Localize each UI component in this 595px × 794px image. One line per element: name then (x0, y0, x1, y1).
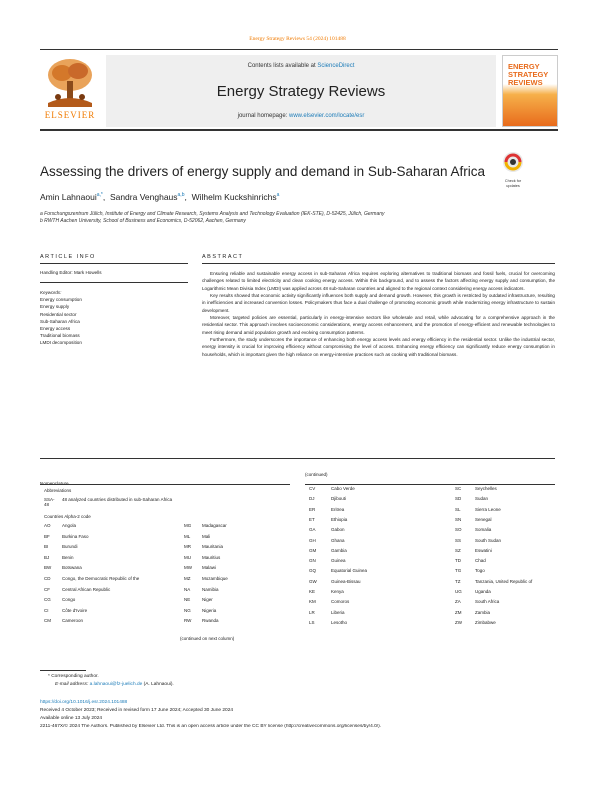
homepage-link[interactable]: www.elsevier.com/locate/esr (289, 113, 365, 119)
country-name: Chad (475, 558, 486, 564)
cover-title-line-3: REVIEWS (508, 78, 543, 87)
country-code: GA (309, 527, 316, 533)
header-top-rule (40, 49, 558, 50)
country-name: Angola (62, 523, 77, 528)
author-name[interactable]: Amin Lahnaoui (40, 192, 97, 202)
country-name: Lesotho (331, 619, 348, 625)
homepage-prefix: journal homepage: (237, 113, 288, 119)
country-name: Namibia (202, 586, 219, 592)
country-name: Guinea-Bissau (331, 578, 361, 584)
email-suffix: (A. Lahnaoui). (143, 682, 174, 687)
country-code: TZ (455, 578, 461, 584)
country-code: KE (309, 589, 316, 594)
journal-name: Energy Strategy Reviews (216, 83, 386, 100)
keyword-item: LMDI decomposition (40, 340, 82, 346)
journal-cover-image[interactable] (502, 55, 558, 127)
abstract-paragraph: Moreover, targeted policies are essential, particularly in energy-intensive sectors like wholesale and retail, while advocating for a comprehensive approach in the residential sector. This approach involves socioeconomic considerations, energy access enhancement, and the promotion of energy-efficient and renewable technologies to meet rising demand amid population growth and evolving consumption patterns. (202, 315, 555, 335)
contents-line (106, 63, 496, 69)
continued-next-label: (continued on next column) (180, 636, 235, 641)
continued-label: (continued) (305, 472, 328, 477)
country-code: TD (455, 558, 461, 564)
country-code: GH (309, 537, 316, 543)
author-name[interactable]: Wilhelm Kuckshinrichs (191, 192, 277, 202)
abstract-paragraph: Furthermore, the study underscores the importance of enhancing both energy access levels and energy efficiency in the residential sector. Unlike the industrial sector, energy intensity is crucial for improving efficiency without compromising the level of access. Enhancing energy efficiency can significantly reduce energy consumption in households, which is important given the high reliance on energy-intensive practices such as cooking with traditional biomass. (202, 337, 555, 357)
check-label-1: Check for (504, 179, 522, 183)
abbrev-label: Abbreviations (44, 488, 72, 493)
author-affiliation-mark[interactable]: a (276, 192, 280, 199)
country-code: LR (309, 609, 315, 615)
affiliation-a: a Forschungszentrum Jülich, Institute of Energy and Climate Research, Systems Analysis and Technology Evaluation (IEK-STE), D-52425, Jülich, Germany (40, 211, 385, 217)
country-name: Burundi (62, 544, 78, 550)
country-code: CV (309, 486, 316, 491)
country-code: MW (184, 565, 192, 571)
country-name: Mali (202, 533, 211, 539)
check-for-updates-badge[interactable] (497, 150, 529, 188)
country-name: Burkina Faso (62, 533, 89, 539)
publisher-name: ELSEVIER (44, 110, 96, 120)
keyword-item: Sub-Saharan Africa (40, 318, 80, 324)
elsevier-logo[interactable] (40, 55, 100, 127)
country-code: GN (309, 558, 316, 564)
country-code: SL (455, 506, 461, 512)
country-code: SO (455, 527, 462, 533)
email-prefix: E-mail address: (55, 682, 89, 687)
country-code: ZW (455, 619, 462, 625)
doi-link[interactable]: https://doi.org/10.1016/j.esr.2024.101488 (40, 700, 128, 705)
abstract-paragraph: Ensuring reliable and sustainable energy access in sub-Saharan Africa requires exploring alternatives to traditional biomass and fossil fuels, crucial for overcoming challenges related to limited electricity and clean cooking energy access. Within this background, and to assess the factors affecting energy supply and consumption, the Logarithmic Mean Divisia Index (LMDI) was applied across 48 sub-Saharan countries and aligned to the regional context considering energy access indicators. (202, 271, 555, 291)
country-code: DJ (309, 496, 315, 502)
abstract-body (202, 270, 555, 358)
country-name: Liberia (331, 609, 345, 615)
nomenclature-right-top-rule (305, 484, 555, 485)
author-affiliation-mark[interactable]: a,b (177, 192, 185, 199)
country-name: Djibouti (331, 496, 347, 502)
country-name: Madagascar (202, 523, 227, 528)
keyword-item: Traditional biomass (40, 333, 80, 339)
country-name: South Sudan (475, 537, 502, 543)
sciencedirect-link[interactable]: ScienceDirect (317, 63, 355, 69)
country-name: Guinea (331, 558, 346, 564)
country-code: ET (309, 516, 315, 522)
nomenclature-heading-text: Nomenclature (40, 481, 69, 486)
country-code: SC (455, 486, 462, 491)
country-code: KM (309, 599, 316, 605)
country-code: ZM (455, 609, 462, 615)
article-info-heading: ARTICLE INFO (40, 254, 96, 260)
author-list: Amin Lahnaoui$^{a,*}$, Sandra Venghaus$^{a,b}$, Wilhelm Kuckshinrichs$^a$ (40, 192, 280, 202)
cover-title (508, 63, 548, 87)
country-code: MG (184, 523, 192, 528)
affiliation-b: b RWTH Aachen University, School of Business and Economics, D-52062, Aachen, Germany (40, 218, 246, 224)
country-name: Malawi (202, 565, 217, 571)
country-name: Equatorial Guinea (331, 568, 368, 574)
country-code: ZA (455, 599, 461, 605)
received-dates: Received 4 October 2023; Received in revised form 17 June 2024; Accepted 30 June 2024 (40, 708, 234, 713)
handling-editor: Handling Editor: Mark Howells (40, 270, 102, 275)
country-code: CF (44, 586, 50, 592)
abbrev-code: SSA-48 (44, 497, 55, 507)
country-name: Ghana (331, 537, 345, 543)
country-name: Sierra Leone (475, 506, 501, 512)
country-code: SZ (455, 547, 461, 553)
country-name: Uganda (475, 589, 491, 594)
country-code: GM (309, 547, 317, 553)
header-bottom-rule (40, 129, 558, 131)
country-name: Mozambique (202, 576, 228, 581)
nomenclature-right-table (305, 486, 555, 636)
country-code: MZ (184, 576, 191, 581)
country-code: BI (44, 544, 49, 550)
corresponding-author-note: * Corresponding author. (48, 674, 99, 679)
country-code: LS (309, 619, 315, 625)
country-code: TG (455, 568, 462, 574)
footnote-rule (40, 670, 86, 671)
country-code: CM (44, 618, 51, 624)
license-line: 2211-467X/© 2024 The Authors. Published by Elsevier Ltd. This is an open access article under the CC BY license (http://creativecommons.org/licenses/by/4.0/). (40, 724, 382, 729)
country-code: BW (44, 565, 52, 571)
check-label-2: updates (506, 183, 520, 188)
country-name: Eswatini (475, 547, 492, 553)
article-info-rule (40, 263, 188, 264)
article-title: Assessing the drivers of energy supply and demand in Sub-Saharan Africa (40, 164, 486, 179)
country-code: NE (184, 597, 191, 603)
country-name: Togo (475, 568, 485, 574)
country-code: NA (184, 586, 191, 592)
keywords-label: Keywords: (40, 290, 62, 295)
country-code: NG (184, 607, 191, 613)
abbrev-desc: 48 analyzed countries distributed in sub-Saharan Africa (62, 497, 173, 502)
author-name[interactable]: Sandra Venghaus (109, 192, 178, 202)
country-code: RW (184, 618, 192, 624)
keywords-rule (40, 282, 188, 283)
country-name: Nigeria (202, 607, 217, 613)
journal-reference[interactable]: Energy Strategy Reviews 54 (2024) 101488 (249, 36, 346, 42)
country-name: Central African Republic (62, 586, 111, 592)
country-code: MR (184, 544, 191, 550)
cover-title-line-2: STRATEGY (508, 70, 549, 79)
email-link[interactable]: a.lahnaoui@fz-juelich.de (89, 682, 143, 687)
country-code: ML (184, 533, 191, 539)
email-line (55, 682, 174, 687)
country-code: ER (309, 506, 316, 512)
keyword-item: Residential sector (40, 311, 77, 317)
country-name: Somalia (475, 527, 492, 533)
country-name: Rwanda (202, 618, 219, 624)
country-name: South Africa (475, 599, 500, 605)
country-name: Senegal (475, 516, 492, 522)
country-name: Côte d'Ivoire (62, 607, 88, 613)
country-name: Sudan (475, 496, 489, 502)
country-name: Cabo Verde (331, 486, 355, 491)
country-code: AO (44, 523, 51, 528)
country-name: Seychelles (475, 486, 497, 491)
country-name: Ethiopia (331, 516, 348, 522)
country-code: CI (44, 607, 49, 613)
country-code: SD (455, 496, 462, 502)
country-code: SN (455, 516, 462, 522)
abstract-rule (202, 263, 555, 264)
keyword-item: Energy access (40, 326, 71, 332)
country-code: MU (184, 554, 191, 560)
country-name: Kenya (331, 589, 344, 594)
abstract-heading: ABSTRACT (202, 254, 244, 260)
abstract-bottom-rule (40, 458, 555, 459)
nomenclature-top-rule (40, 484, 290, 485)
country-name: Botswana (62, 565, 82, 571)
available-online: Available online 13 July 2024 (40, 716, 103, 721)
country-name: Comoros (331, 599, 350, 605)
country-name: Congo (62, 597, 76, 603)
country-code: UG (455, 589, 462, 594)
country-name: Tanzania, United Republic of (475, 578, 533, 584)
keywords-block (40, 289, 82, 347)
country-name: Cameroon (62, 618, 84, 624)
country-code: GQ (309, 568, 317, 574)
country-code: SS (455, 537, 462, 543)
homepage-line (106, 113, 496, 119)
nomenclature-left-table (40, 488, 290, 648)
country-code: BF (44, 533, 50, 539)
keyword-item: Energy consumption (40, 297, 82, 303)
country-code: BJ (44, 554, 50, 560)
country-name: Gambia (331, 547, 347, 553)
elsevier-tree-icon (44, 55, 96, 107)
country-code: CG (44, 597, 51, 603)
country-code: GW (309, 578, 317, 584)
contents-prefix: Contents lists available at (247, 63, 316, 69)
keyword-item: Energy supply (40, 304, 70, 310)
country-name: Zambia (475, 609, 491, 615)
author-affiliation-mark[interactable]: a,* (96, 192, 103, 199)
journal-header-box (106, 55, 496, 127)
check-for-updates-icon (497, 150, 529, 174)
country-name: Mauritania (202, 544, 224, 550)
country-name: Zimbabwe (475, 619, 496, 625)
country-name: Congo, the Democratic Republic of the (62, 576, 140, 581)
country-name: Benin (62, 554, 74, 560)
country-name: Gabon (331, 527, 345, 533)
codes-label: Countries Alpha-2 code (44, 514, 91, 519)
country-name: Eritrea (331, 506, 345, 512)
abstract-paragraph: Key results showed that economic activity significantly influences both supply and demand growth. However, this growth is restricted by outdated infrastructure, resulting in inefficiencies and increased conversion losses. Policymakers thus face a dual challenge of promoting economic growth while modernizing energy infrastructure to sustain development. (202, 293, 555, 313)
country-code: CD (44, 576, 51, 581)
country-name: Mauritius (202, 554, 221, 560)
continued-label-row (305, 472, 328, 477)
cover-title-line-1: ENERGY (508, 62, 540, 71)
country-name: Niger (202, 597, 213, 603)
